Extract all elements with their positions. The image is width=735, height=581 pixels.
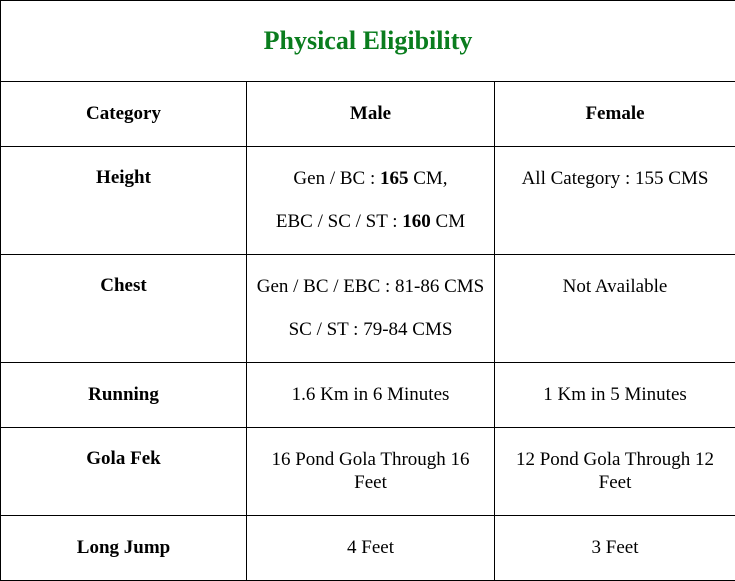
gola-fek-male-cell: [247, 428, 495, 516]
table-row-height: [1, 147, 735, 255]
height-male-line-1: [249, 167, 492, 190]
header-row: [1, 82, 735, 147]
height-male-line-2: [249, 210, 492, 233]
row-label-height: Height: [1, 147, 247, 255]
row-label-gola-fek: Gola Fek: [1, 428, 247, 516]
table-row-long-jump: [1, 516, 735, 581]
height-male-line-1-value: 165: [379, 168, 409, 189]
height-male-line-2-value: 160: [402, 211, 431, 232]
row-label-running: Running: [1, 363, 247, 428]
chest-male-line-1: Gen / BC / EBC : 81-86 CMS: [256, 276, 485, 297]
chest-male-line-2: SC / ST : 79-84 CMS: [288, 319, 453, 340]
chest-male-cell: [247, 255, 495, 363]
gola-fek-male-text: 16 Pond Gola Through 16 Feet: [271, 449, 470, 493]
height-male-line-2-prefix: EBC / SC / ST :: [275, 211, 403, 232]
header-male: Male: [247, 82, 495, 147]
table-row-gola-fek: [1, 428, 735, 516]
chest-female-text: Not Available: [562, 276, 668, 297]
table-row-chest: [1, 255, 735, 363]
height-male-cell: [247, 147, 495, 255]
height-male-line-1-suffix: CM,: [408, 168, 448, 189]
table-title: Physical Eligibility: [1, 1, 735, 82]
height-male-line-2-suffix: CM: [430, 211, 466, 232]
height-male-line-1-prefix: Gen / BC :: [293, 168, 380, 189]
title-row: [1, 1, 735, 82]
header-female: Female: [495, 82, 735, 147]
long-jump-male-cell: 4 Feet: [247, 516, 495, 581]
chest-female-cell: [495, 255, 735, 363]
header-category: Category: [1, 82, 247, 147]
height-female-cell: [495, 147, 735, 255]
running-female-cell: 1 Km in 5 Minutes: [495, 363, 735, 428]
row-label-long-jump: Long Jump: [1, 516, 247, 581]
table-row-running: [1, 363, 735, 428]
running-male-cell: 1.6 Km in 6 Minutes: [247, 363, 495, 428]
gola-fek-female-cell: [495, 428, 735, 516]
height-female-text: All Category : 155 CMS: [521, 168, 709, 189]
long-jump-female-cell: 3 Feet: [495, 516, 735, 581]
gola-fek-female-text: 12 Pond Gola Through 12 Feet: [515, 449, 715, 493]
row-label-chest: Chest: [1, 255, 247, 363]
